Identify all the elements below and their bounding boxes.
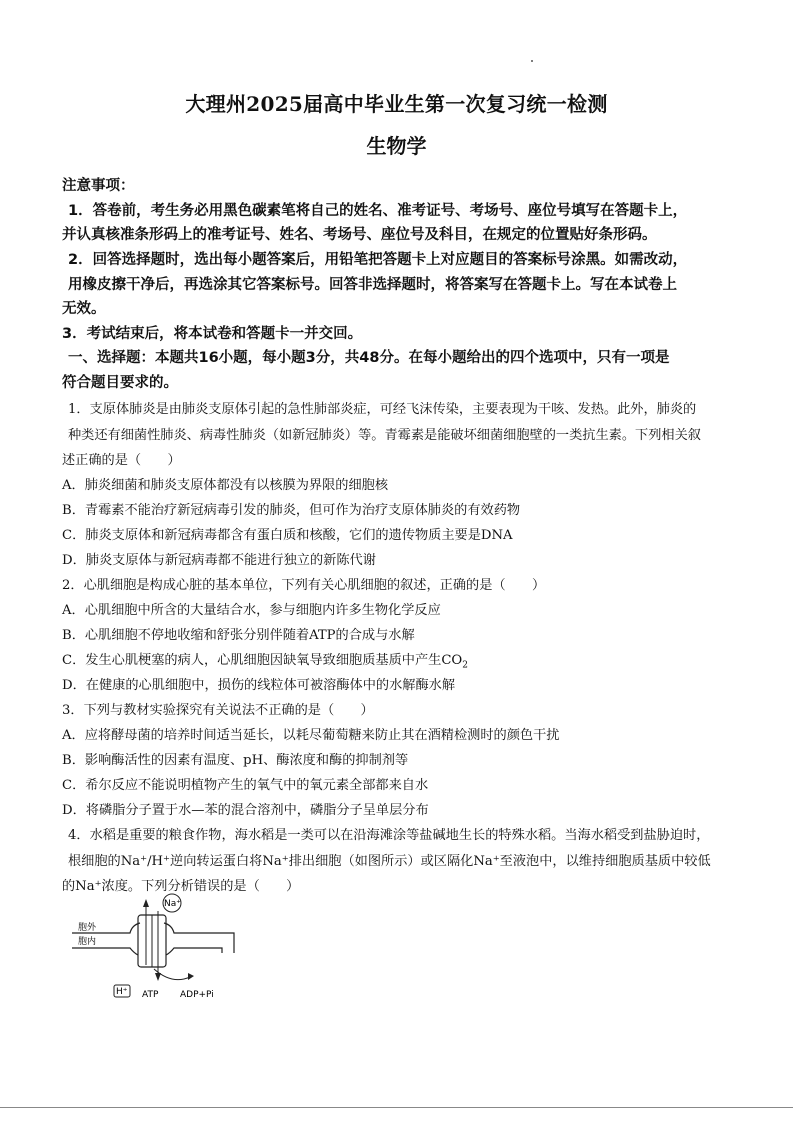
footer-divider (0, 1107, 793, 1108)
notice-item: 无效。 (62, 301, 106, 317)
na-label: Na⁺ (164, 899, 181, 909)
q2-stem: 2．心肌细胞是构成心脏的基本单位，下列有关心肌细胞的叙述，正确的是（ ） (62, 578, 546, 593)
q2-option-d: D．在健康的心肌细胞中，损伤的线粒体可被溶酶体中的水解酶水解 (62, 678, 456, 693)
notice-heading: 注意事项： (62, 178, 135, 194)
transport-diagram (72, 893, 252, 1003)
q1-stem: 述正确的是（ ） (62, 453, 181, 468)
section-heading: 一、选择题：本题共16小题，每小题3分，共48分。在每小题给出的四个选项中，只有一项是 (68, 350, 670, 366)
q1-stem: 种类还有细菌性肺炎、病毒性肺炎（如新冠肺炎）等。青霉素是能破坏细菌细胞壁的一类抗生素。下列相关叙 (68, 428, 701, 443)
h-label: H⁺ (116, 987, 128, 997)
outside-label: 胞外 (78, 923, 97, 933)
q1-option-d: D．肺炎支原体与新冠病毒都不能进行独立的新陈代谢 (62, 553, 376, 568)
na-arrowhead (143, 899, 149, 907)
q3-option-c: C．希尔反应不能说明植物产生的氧气中的氧元素全部都来自水 (62, 778, 429, 793)
exam-subject: 生物学 (366, 134, 427, 158)
q1-option-c: C．肺炎支原体和新冠病毒都含有蛋白质和核酸，它们的遗传物质主要是DNA (62, 528, 513, 543)
notice-item: 用橡皮擦干净后，再选涂其它答案标号。回答非选择题时，将答案写在答题卡上。写在本试卷上 (68, 277, 677, 293)
notice-item: 1．答卷前，考生务必用黑色碳素笔将自己的姓名、准考证号、考场号、座位号填写在答题卡上， (68, 203, 688, 219)
q1-stem: 1．支原体肺炎是由肺炎支原体引起的急性肺部炎症，可经飞沫传染，主要表现为干咳、发热。此外，肺炎的 (68, 402, 697, 417)
adp-label: ADP+Pi (180, 990, 214, 1000)
q4-stem: 根细胞的Na⁺/H⁺逆向转运蛋白将Na⁺排出细胞（如图所示）或区隔化Na⁺至液泡中，以维持细胞质基质中较低 (68, 854, 711, 869)
atp-arrowhead (188, 973, 194, 980)
membrane-inner-right (166, 948, 222, 955)
q2-option-c-text: C．发生心肌梗塞的病人，心肌细胞因缺氧导致细胞质基质中产生CO (62, 653, 463, 668)
q4-stem: 的Na⁺浓度。下列分析错误的是（ ） (62, 879, 300, 894)
q3-option-a: A．应将酵母菌的培养时间适当延长，以耗尽葡萄糖来防止其在酒精检测时的颜色干扰 (62, 728, 560, 743)
q3-stem: 3．下列与教材实验探究有关说法不正确的是（ ） (62, 703, 374, 718)
inside-label: 胞内 (78, 937, 97, 947)
section-heading-cont: 符合题目要求的。 (62, 375, 178, 391)
notice-item: 2．回答选择题时，选出每小题答案后，用铅笔把答题卡上对应题目的答案标号涂黑。如需改动， (68, 252, 688, 268)
notice-item: 并认真核准条形码上的准考证号、姓名、考场号、座位号及科目，在规定的位置贴好条形码。 (62, 227, 657, 243)
q1-option-a: A．肺炎细菌和肺炎支原体都没有以核膜为界限的细胞核 (62, 478, 389, 493)
q2-option-b: B．心肌细胞不停地收缩和舒张分别伴随着ATP的合成与水解 (62, 628, 415, 643)
q3-option-b: B．影响酶活性的因素有温度、pH、酶浓度和酶的抑制剂等 (62, 753, 409, 768)
membrane-inner-left (72, 948, 138, 955)
exam-title: 大理州2025届高中毕业生第一次复习统一检测 (185, 92, 608, 116)
q2-option-c (62, 649, 742, 671)
q4-stem: 4．水稻是重要的粮食作物，海水稻是一类可以在沿海滩涂等盐碱地生长的特殊水稻。当海水稻受到盐胁迫时， (68, 828, 710, 843)
q3-option-d: D．将磷脂分子置于水—苯的混合溶剂中，磷脂分子呈单层分布 (62, 803, 429, 818)
atp-label: ATP (142, 990, 159, 1000)
q1-option-b: B．青霉素不能治疗新冠病毒引发的肺炎，但可作为治疗支原体肺炎的有效药物 (62, 503, 521, 518)
page-dot (531, 60, 533, 62)
notice-item: 3．考试结束后，将本试卷和答题卡一并交回。 (62, 326, 363, 342)
co2-subscript: 2 (462, 660, 468, 671)
q2-option-a: A．心肌细胞中所含的大量结合水，参与细胞内许多生物化学反应 (62, 603, 441, 618)
